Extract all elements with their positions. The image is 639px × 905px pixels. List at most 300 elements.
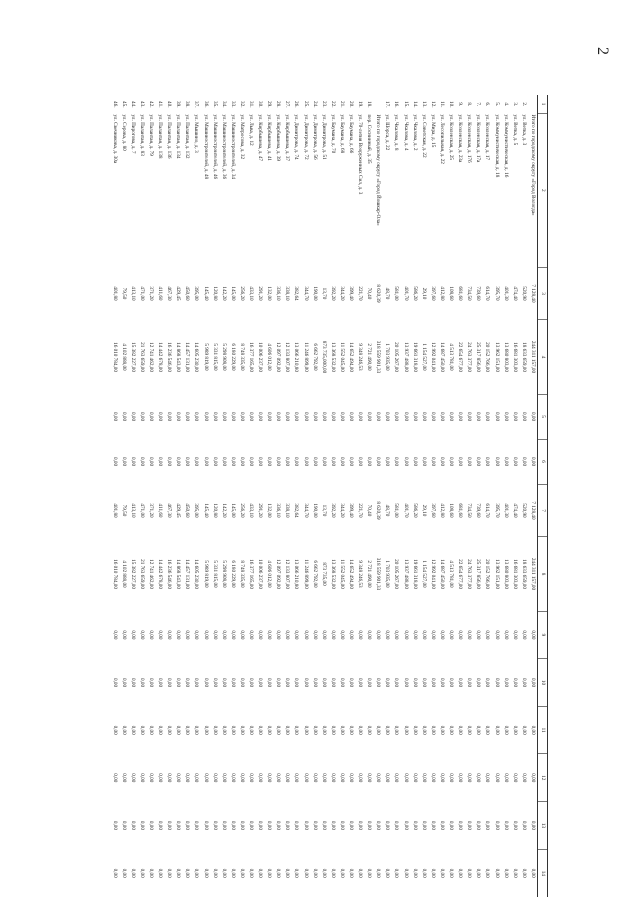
area-col5-cell: 0,00 (238, 412, 245, 422)
area-col5-cell: 0,00 (175, 412, 182, 422)
cost-col6-cell: 0,00 (275, 457, 282, 467)
col13-value-cell: 0,00 (211, 820, 218, 830)
area-total-cell: 429,45 (175, 286, 182, 301)
total-row (528, 95, 538, 897)
col13-value-cell: 0,00 (266, 820, 273, 830)
address-cell: ул. Чкалова, д. 2 (411, 114, 418, 151)
col11-value-cell: 0,00 (175, 725, 182, 735)
header-cell: 12 (537, 754, 547, 802)
area-col7-cell: 467,30 (166, 503, 173, 518)
area-col7-cell: 433,10 (248, 503, 254, 518)
area-total-cell: 256,20 (238, 286, 245, 301)
col12-value-cell: 0,00 (157, 773, 164, 783)
cost-total-cell: 20 105 267,00 (393, 342, 400, 372)
row-number-cell (528, 95, 538, 114)
row-number-cell: 25. (302, 101, 309, 108)
col14-value-cell: 0,00 (384, 868, 391, 878)
col9-value-cell: 0,00 (193, 630, 200, 640)
cost-col8-cell: 21 763 659,00 (138, 559, 145, 589)
cost-total-cell: 10 006 237,00 (257, 342, 264, 372)
area-col5-cell: 0,00 (411, 412, 418, 422)
col13-value-cell: 0,00 (438, 820, 445, 830)
area-col7-cell: 395,70 (493, 503, 500, 518)
cost-col6-cell: 0,00 (311, 457, 318, 467)
address-cell: ул. Коммунистическая, д. 16 (502, 114, 509, 178)
col13-value-cell: 0,00 (120, 820, 127, 830)
cost-total-cell: 4 606 012,00 (266, 343, 273, 371)
col14-value-cell: 0,00 (147, 868, 154, 878)
cost-col8-cell: 6 180 229,00 (229, 560, 236, 588)
col13-value-cell: 0,00 (338, 820, 345, 830)
cost-col6-cell: 0,00 (129, 457, 136, 467)
header-cell: 10 (537, 659, 547, 707)
area-col7-cell: 471,00 (138, 503, 145, 518)
col12-value-cell: 0,00 (111, 773, 118, 783)
table-row (310, 95, 319, 897)
address-cell: ул. Пирогова, д. 7 (129, 114, 136, 154)
header-cell: 7 (537, 484, 547, 537)
col14-value-cell: 0,00 (193, 868, 200, 878)
col9-value-cell: 0,00 (211, 630, 218, 640)
address-cell: ул. Серова, д. 80 (120, 114, 127, 151)
row-number-cell: 36. (202, 101, 209, 108)
area-col7-cell: 392,20 (329, 503, 336, 518)
cost-total-cell: 14 442 678,00 (157, 342, 164, 372)
cost-col8-cell: 10 006 237,00 (257, 559, 264, 589)
cost-col6-cell: 0,00 (511, 457, 518, 467)
col9-value-cell: 0,00 (147, 630, 154, 640)
area-total-cell: 433,10 (248, 286, 254, 301)
col9-value-cell: 0,00 (248, 630, 254, 640)
col13-value-cell: 0,00 (384, 820, 391, 830)
area-total-cell: 13,70 (320, 287, 327, 300)
cost-col6-cell: 0,00 (211, 457, 218, 467)
area-col7-cell: 614,70 (484, 503, 491, 518)
address-cell: пер. Соснинный, д. 35 (366, 114, 373, 164)
row-number-cell: 30. (257, 101, 264, 108)
address-cell: ул. Палантая, д. 132 (184, 114, 191, 159)
rotated-table-sheet (92, 95, 548, 897)
col10-value-cell: 0,00 (184, 677, 191, 688)
cost-total-cell: 13 962 151,00 (493, 342, 500, 372)
area-col7-cell: 29,10 (420, 504, 427, 517)
cost-col8-cell: 244 311 157,00 (529, 557, 536, 591)
cost-col6-cell: 0,00 (429, 457, 436, 467)
cost-total-cell: 13 066 210,80 (293, 342, 300, 372)
area-col7-cell: 412,80 (438, 503, 445, 518)
col11-value-cell: 0,00 (238, 725, 245, 735)
cost-col6-cell: 0,00 (348, 457, 355, 467)
area-col5-cell: 0,00 (302, 412, 309, 422)
area-col7-cell: 581,00 (393, 503, 400, 518)
col11-value-cell: 0,00 (511, 725, 518, 735)
col11-value-cell: 0,00 (302, 725, 309, 735)
table-row (464, 95, 473, 897)
col9-value-cell: 0,00 (475, 630, 482, 640)
col9-value-cell: 0,00 (184, 630, 191, 640)
cost-col8-cell: 16 236 546,00 (166, 559, 173, 589)
address-cell: ул. Лесопильная, д. 22 (438, 114, 445, 164)
col11-value-cell: 0,00 (438, 725, 445, 735)
table-row (200, 95, 209, 897)
col14-value-cell: 0,00 (138, 868, 145, 878)
col14-value-cell: 0,00 (248, 868, 254, 878)
address-cell: ул. Димитрова, д. 74 (293, 114, 300, 160)
col10-value-cell: 0,00 (193, 677, 200, 688)
col10-value-cell: 0,00 (275, 677, 282, 688)
col13-value-cell: 0,00 (493, 820, 500, 830)
area-col7-cell: 401,80 (111, 503, 118, 518)
table-row (328, 95, 337, 897)
area-total-cell: 145,00 (229, 286, 236, 301)
col10-value-cell: 0,00 (138, 677, 145, 688)
area-total-cell: 291,20 (257, 286, 264, 301)
col11-value-cell: 0,00 (157, 725, 164, 735)
cost-total-cell: 244 311 157,00 (529, 340, 536, 374)
col12-value-cell: 0,00 (211, 773, 218, 783)
col12-value-cell: 0,00 (248, 773, 254, 783)
col14-value-cell: 0,00 (357, 868, 364, 878)
col10-value-cell: 0,00 (111, 677, 118, 688)
col13-value-cell: 0,00 (275, 820, 282, 830)
row-number-cell: 31. (248, 101, 254, 108)
col12-value-cell: 0,00 (293, 773, 300, 783)
cost-col8-cell: 13 368 532,00 (329, 559, 336, 589)
table-row (364, 95, 373, 897)
area-col7-cell: 344,20 (338, 503, 345, 518)
col10-value-cell: 0,00 (320, 677, 327, 688)
area-total-cell: 336,10 (275, 286, 282, 301)
area-col7-cell: 681,60 (457, 503, 464, 518)
col14-value-cell: 0,00 (484, 868, 491, 878)
col12-value-cell: 0,00 (511, 773, 518, 783)
col10-value-cell: 0,00 (466, 677, 473, 688)
cost-col8-cell: 873 735,00 (320, 562, 327, 586)
col12-value-cell: 0,00 (257, 773, 264, 783)
area-total-cell: 734,50 (466, 286, 473, 301)
col9-value-cell: 0,00 (229, 630, 236, 640)
area-col7-cell: 739,60 (475, 503, 482, 518)
cost-col6-cell: 0,00 (238, 457, 245, 467)
table-row (282, 95, 291, 897)
cost-total-cell: 318 559 901,33 (375, 340, 382, 374)
col10-value-cell: 0,00 (211, 677, 218, 688)
address-cell: ул. Кирбышева, д. 39 (275, 114, 282, 162)
col12-value-cell: 0,00 (311, 773, 318, 783)
col13-value-cell: 0,00 (166, 820, 173, 830)
cost-total-cell: 873 735,000,00 (320, 340, 327, 374)
col12-value-cell: 0,00 (357, 773, 364, 783)
area-col7-cell: 371,20 (147, 503, 154, 518)
cost-col6-cell: 0,00 (411, 457, 418, 467)
cost-col6-cell: 0,00 (257, 457, 264, 467)
address-cell: ул. Советская, д. 22 (420, 114, 427, 158)
cost-total-cell: 20 152 766,00 (484, 342, 491, 372)
header-cell: 1 (537, 95, 547, 114)
row-number-cell: 43. (138, 101, 145, 108)
address-cell: ул. Баумана, д. 66 (348, 114, 355, 154)
col14-value-cell: 0,00 (493, 868, 500, 878)
col9-value-cell: 0,00 (511, 630, 518, 640)
cost-total-cell: 11 552 045,00 (338, 342, 345, 372)
area-total-cell: 471,00 (138, 286, 145, 301)
area-col7-cell: 395,00 (193, 503, 200, 518)
area-col5-cell: 0,00 (229, 412, 236, 422)
col13-value-cell: 0,00 (157, 820, 164, 830)
area-col7-cell: 520,90 (520, 503, 527, 518)
col14-value-cell: 0,00 (229, 868, 236, 878)
cost-col6-cell: 0,00 (357, 457, 364, 467)
area-col7-cell: 79,50 (120, 504, 127, 517)
area-col5-cell: 0,00 (402, 412, 409, 422)
col14-value-cell: 0,00 (220, 868, 227, 878)
header-cell: 5 (537, 394, 547, 439)
cost-col6-cell: 0,00 (366, 457, 373, 467)
col12-value-cell: 0,00 (338, 773, 345, 783)
cost-col6-cell: 0,00 (475, 457, 482, 467)
cost-col8-cell: 13 680 803,00 (502, 559, 509, 589)
cost-col6-cell: 0,00 (457, 457, 464, 467)
address-cell: ул. Палантая, д. 136 (166, 114, 173, 159)
col9-value-cell: 0,00 (402, 630, 409, 640)
area-total-cell: 586,20 (411, 286, 418, 301)
area-total-cell: 413,10 (129, 286, 136, 301)
address-cell: ул. 70-летия Вооруженных Сил, д. 3 (357, 114, 364, 195)
area-col5-cell: 0,00 (493, 412, 500, 422)
area-col5-cell: 0,00 (166, 412, 173, 422)
col13-value-cell: 0,00 (420, 820, 427, 830)
col14-value-cell: 0,00 (393, 868, 400, 878)
cost-col6-cell: 0,00 (493, 457, 500, 467)
col12-value-cell: 0,00 (520, 773, 527, 783)
cost-col8-cell: 5 989 819,00 (202, 560, 209, 588)
col14-value-cell: 0,00 (502, 868, 509, 878)
col11-value-cell: 0,00 (220, 725, 227, 735)
col10-value-cell: 0,00 (166, 677, 173, 688)
col11-value-cell: 0,00 (311, 725, 318, 735)
cost-total-cell: 1 703 935,00 (384, 343, 391, 371)
col9-value-cell: 0,00 (129, 630, 136, 640)
row-number-cell: 27. (284, 101, 291, 108)
col12-value-cell: 0,00 (366, 773, 373, 783)
col10-value-cell: 0,00 (229, 677, 236, 688)
cost-total-cell: 13 937 488,00 (402, 342, 409, 372)
col13-value-cell: 0,00 (284, 820, 291, 830)
col14-value-cell: 0,00 (129, 868, 136, 878)
col13-value-cell: 0,00 (220, 820, 227, 830)
row-number-cell: 41. (157, 101, 164, 108)
col13-value-cell: 0,00 (311, 820, 318, 830)
cost-col8-cell: 11 246 899,00 (302, 559, 309, 589)
table-row (155, 95, 164, 897)
col13-value-cell: 0,00 (257, 820, 264, 830)
col11-value-cell: 0,00 (466, 725, 473, 735)
cost-total-cell: 16 010 784,00 (111, 342, 118, 372)
col13-value-cell: 0,00 (448, 820, 455, 830)
cost-total-cell: 21 763 659,00 (138, 342, 145, 372)
row-number-cell: 23. (320, 101, 327, 108)
row-number-cell: 28. (275, 101, 282, 108)
col10-value-cell: 0,00 (338, 677, 345, 688)
area-col5-cell: 0,00 (202, 412, 209, 422)
col14-value-cell: 0,00 (257, 868, 264, 878)
area-col7-cell: 145,00 (229, 503, 236, 518)
area-total-cell: 344,20 (338, 286, 345, 301)
col10-value-cell: 0,00 (429, 677, 436, 688)
col13-value-cell: 0,00 (475, 820, 482, 830)
page-number: 2 (594, 47, 611, 55)
cost-col8-cell: 1 154 527,00 (420, 560, 427, 588)
col9-value-cell: 0,00 (166, 630, 173, 640)
address-cell: ул. Машиностроителей, д. 48 (202, 114, 209, 180)
cost-total-cell: 24 763 377,00 (466, 342, 473, 372)
col13-value-cell: 0,00 (357, 820, 364, 830)
row-number-cell: 12. (429, 101, 436, 108)
cost-total-cell: 4 513 781,00 (448, 343, 455, 371)
col12-value-cell: 0,00 (502, 773, 509, 783)
area-col5-cell: 0,00 (293, 412, 300, 422)
table-row (219, 95, 228, 897)
cost-col8-cell: 2 721 490,00 (366, 560, 373, 588)
col9-value-cell: 0,00 (266, 630, 273, 640)
address-cell: ул. Димитрова, д. 51 (320, 114, 327, 160)
col9-value-cell: 0,00 (493, 630, 500, 640)
row-number-cell: 6. (484, 102, 491, 107)
col13-value-cell: 0,00 (302, 820, 309, 830)
area-col7-cell: 413,10 (129, 503, 136, 518)
col9-value-cell: 0,00 (411, 630, 418, 640)
cost-col8-cell: 20 152 766,00 (484, 559, 491, 589)
col10-value-cell: 0,00 (293, 677, 300, 688)
cost-col8-cell: 13 066 210,80 (293, 559, 300, 589)
col9-value-cell: 0,00 (375, 630, 382, 640)
col14-value-cell: 0,00 (111, 868, 118, 878)
col14-value-cell: 0,00 (448, 868, 455, 878)
col11-value-cell: 0,00 (202, 725, 209, 735)
cost-total-cell: 11 246 899,00 (302, 342, 309, 372)
col12-value-cell: 0,00 (193, 773, 200, 783)
area-col5-cell: 0,00 (366, 412, 373, 422)
col13-value-cell: 0,00 (375, 820, 382, 830)
table-row (319, 95, 328, 897)
area-col5-cell: 0,00 (502, 412, 509, 422)
col9-value-cell: 0,00 (302, 630, 309, 640)
area-col7-cell: 190,00 (311, 503, 318, 518)
cost-col8-cell: 14 442 678,00 (157, 559, 164, 589)
cost-total-cell: 4 102 888,00 (120, 343, 127, 371)
row-number-cell: 16. (393, 101, 400, 108)
area-col5-cell: 0,00 (257, 412, 264, 422)
col12-value-cell: 0,00 (484, 773, 491, 783)
cost-col8-cell: 16 010 784,00 (111, 559, 118, 589)
area-col7-cell: 336,10 (275, 503, 282, 518)
area-total-cell: 120,80 (211, 286, 218, 301)
address-cell: ул. Козленская, д. 17а (475, 114, 482, 163)
cost-col6-cell: 0,00 (466, 457, 473, 467)
area-col7-cell: 142,20 (220, 503, 227, 518)
col10-value-cell: 0,00 (157, 677, 164, 688)
col14-value-cell: 0,00 (348, 868, 355, 878)
col10-value-cell: 0,00 (448, 677, 455, 688)
col14-value-cell: 0,00 (429, 868, 436, 878)
col9-value-cell: 0,00 (529, 630, 536, 640)
area-col5-cell: 0,00 (429, 412, 436, 422)
col14-value-cell: 0,00 (184, 868, 191, 878)
col13-value-cell: 0,00 (293, 820, 300, 830)
cost-col6-cell: 0,00 (393, 457, 400, 467)
col11-value-cell: 0,00 (393, 725, 400, 735)
col9-value-cell: 0,00 (220, 630, 227, 640)
area-col5-cell: 0,00 (438, 412, 445, 422)
col14-value-cell: 0,00 (320, 868, 327, 878)
col10-value-cell: 0,00 (366, 677, 373, 688)
col14-value-cell: 0,00 (520, 868, 527, 878)
cost-col6-cell: 0,00 (420, 457, 427, 467)
address-cell: ул. Машиностроителей, д. 34 (229, 114, 236, 180)
col14-value-cell: 0,00 (157, 868, 164, 878)
area-col7-cell: 344,70 (302, 503, 309, 518)
area-col5-cell: 0,00 (266, 412, 273, 422)
col9-value-cell: 0,00 (393, 630, 400, 640)
area-total-cell: 190,00 (311, 286, 318, 301)
col9-value-cell: 0,00 (457, 630, 464, 640)
row-number-cell: 34. (220, 101, 227, 108)
cost-total-cell: 14 457 131,00 (184, 342, 191, 372)
col13-value-cell: 0,00 (238, 820, 245, 830)
cost-total-cell: 5 989 819,00 (202, 343, 209, 371)
col10-value-cell: 0,00 (529, 677, 536, 688)
area-col7-cell: 7 128,40 (529, 501, 536, 520)
col11-value-cell: 0,00 (448, 725, 455, 735)
col11-value-cell: 0,00 (166, 725, 173, 735)
cost-col6-cell: 0,00 (138, 457, 145, 467)
col11-value-cell: 0,00 (147, 725, 154, 735)
area-col7-cell: 474,40 (511, 503, 518, 518)
col13-value-cell: 0,00 (248, 820, 254, 830)
col13-value-cell: 0,00 (402, 820, 409, 830)
row-number-cell: 45. (120, 101, 127, 108)
col11-value-cell: 0,00 (420, 725, 427, 735)
row-number-cell: 39. (175, 101, 182, 108)
cost-col6-cell: 0,00 (111, 457, 118, 467)
address-cell: Итого по городскому округу «Город Вологда» (529, 114, 536, 216)
table-row (355, 95, 364, 897)
housing-table (110, 95, 549, 897)
col11-value-cell: 0,00 (529, 725, 536, 735)
area-col5-cell: 0,00 (211, 412, 218, 422)
col12-value-cell: 0,00 (348, 773, 355, 783)
cost-col8-cell: 15 382 227,00 (129, 559, 136, 589)
col12-value-cell: 0,00 (284, 773, 291, 783)
col10-value-cell: 0,00 (248, 677, 254, 688)
row-number-cell: 10. (448, 101, 455, 108)
area-col7-cell: 108,60 (448, 503, 455, 518)
col11-value-cell: 0,00 (502, 725, 509, 735)
col10-value-cell: 0,00 (147, 677, 154, 688)
col9-value-cell: 0,00 (311, 630, 318, 640)
row-number-cell: 18. (366, 101, 373, 108)
area-total-cell: 79,50 (120, 287, 127, 300)
row-number-cell: 42. (147, 101, 154, 108)
row-number-cell: 40. (166, 101, 173, 108)
col14-value-cell: 0,00 (366, 868, 373, 878)
col9-value-cell: 0,00 (338, 630, 345, 640)
col9-value-cell: 0,00 (175, 630, 182, 640)
cost-col8-cell: 20 105 267,00 (393, 559, 400, 589)
col9-value-cell: 0,00 (466, 630, 473, 640)
cost-col6-cell: 0,00 (175, 457, 182, 467)
address-cell: ул. Палантая, д. 138 (157, 114, 164, 159)
